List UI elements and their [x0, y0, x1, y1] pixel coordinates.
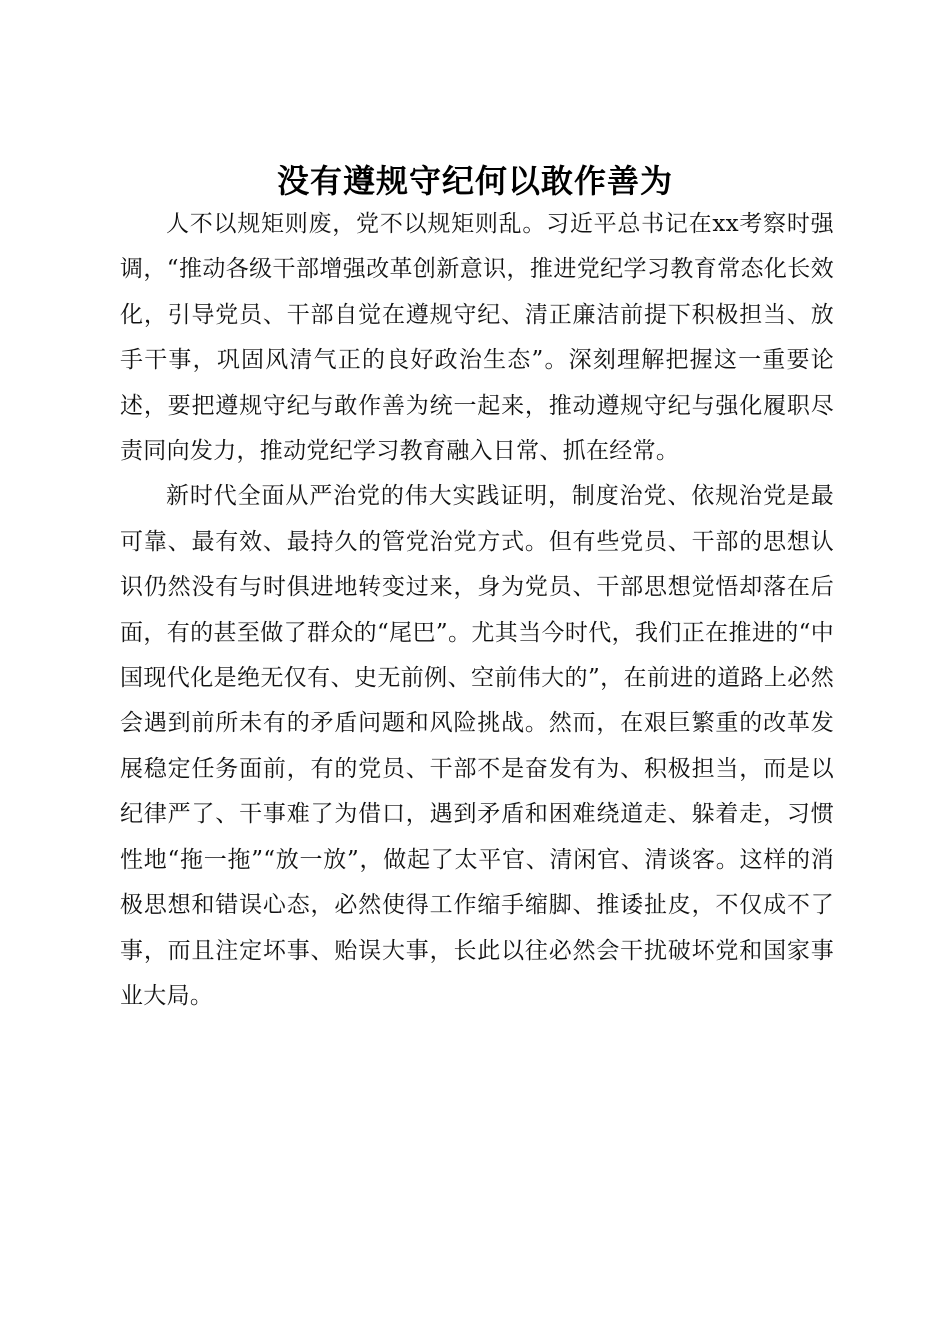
document-title: 没有遵规守纪何以敢作善为 [276, 162, 673, 201]
document-body [120, 202, 834, 1019]
paragraph-2: 新时代全面从严治党的伟大实践证明，制度治党、依规治党是最可靠、最有效、最持久的管党治党方式。但有些党员、干部的思想认识仍然没有与时俱进地转变过来，身为党员、干部思想觉悟却落在后面，有的甚至做了群众的“尾巴”。尤其当今时代，我们正在推进的“中国现代化是绝无仅有、史无前例、空前伟大的”，在前进的道路上必然会遇到前所未有的矛盾问题和风险挑战。然而，在艰巨繁重的改革发展稳定任务面前，有的党员、干部不是奋发有为、积极担当，而是以纪律严了、干事难了为借口，遇到矛盾和困难绕道走、躲着走，习惯性地“拖一拖”“放一放”，做起了太平官、清闲官、清谈客。这样的消极思想和错误心态，必然使得工作缩手缩脚、推诿扯皮，不仅成不了事，而且注定坏事、贻误大事，长此以往必然会干扰破坏党和国家事业大局。 [120, 483, 834, 1009]
paragraph-1: 人不以规矩则废，党不以规矩则乱。习近平总书记在xx考察时强调，“推动各级干部增强改革创新意识，推进党纪学习教育常态化长效化，引导党员、干部自觉在遵规守纪、清正廉洁前提下积极担当、放手干事，巩固风清气正的良好政治生态”。深刻理解把握这一重要论述，要把遵规守纪与敢作善为统一起来，推动遵规守纪与强化履职尽责同向发力，推动党纪学习教育融入日常、抓在经常。 [120, 211, 834, 465]
